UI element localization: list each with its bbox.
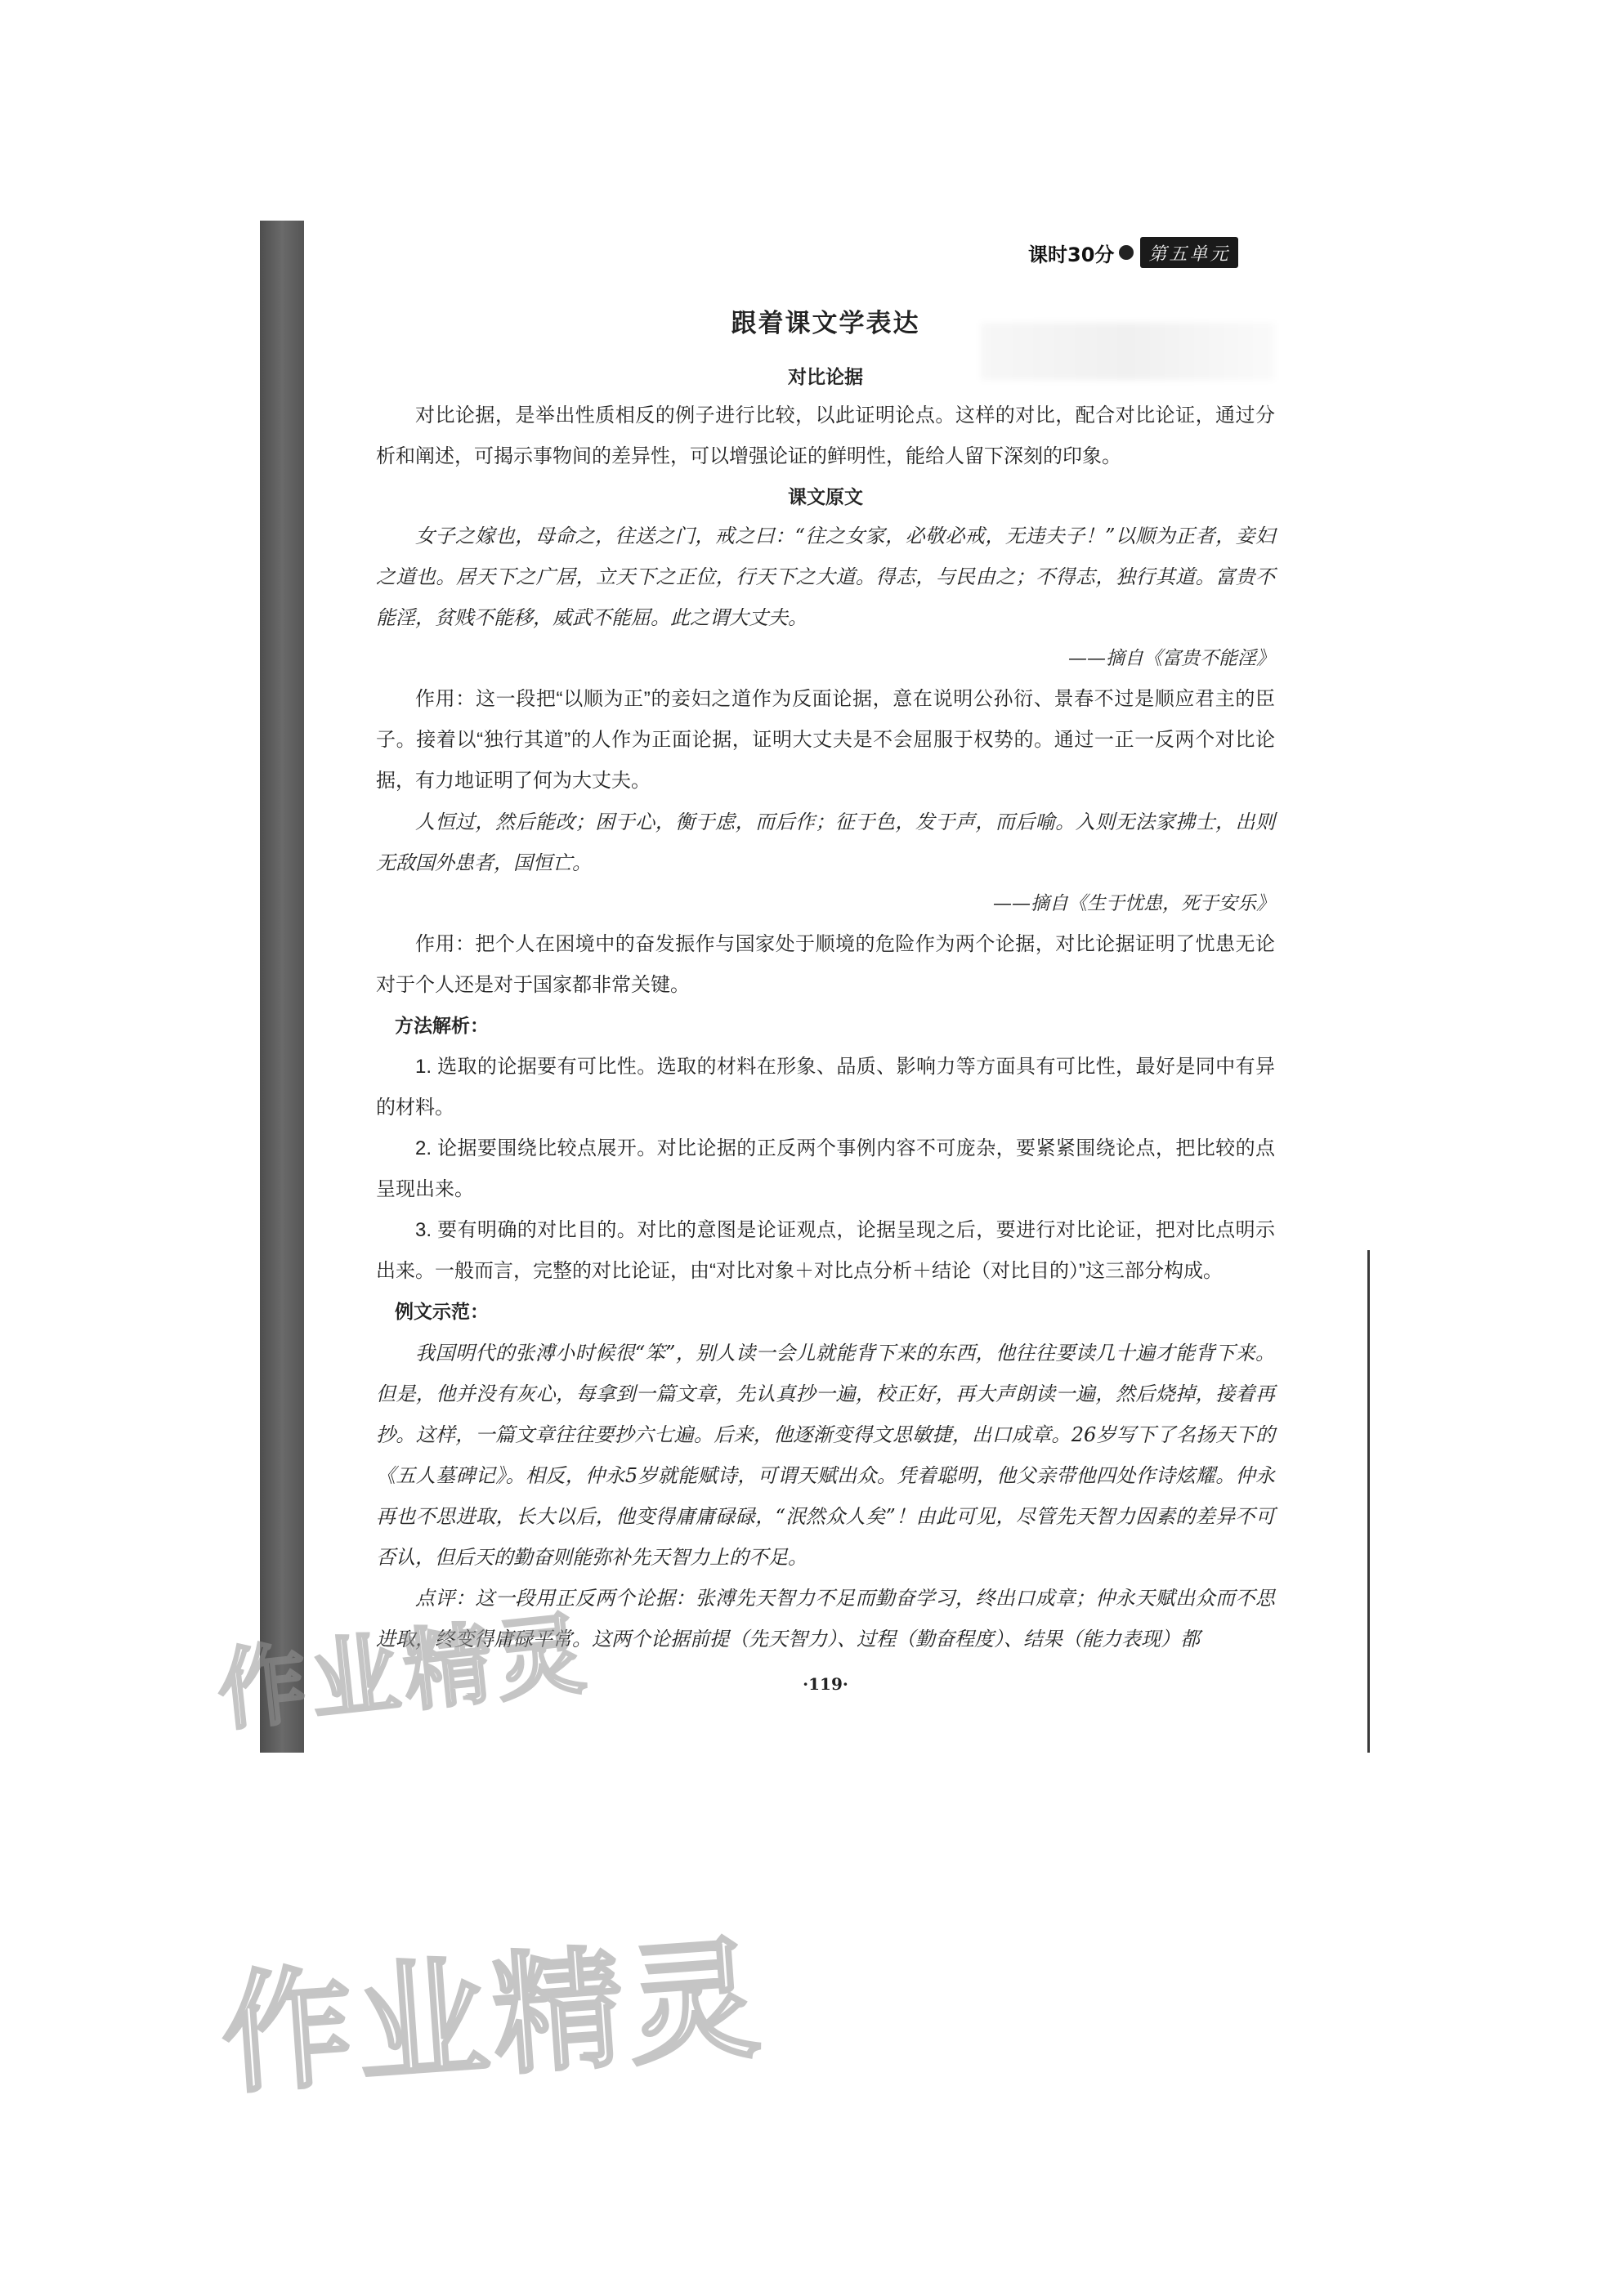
page-gutter-shadow [260, 221, 304, 1753]
topic-heading: 对比论据 [788, 367, 863, 388]
page-edge-line [1367, 1250, 1370, 1753]
method-item: 2. 论据要围绕比较点展开。对比论据的正反两个事例内容不可庞杂，要紧紧围绕论点，把比较的点呈现出来。 [376, 1137, 1275, 1200]
excerpt-1-text: 女子之嫁也，母命之，往送之门，戒之曰：“往之女家，必敬必戒，无违夫子！”以顺为正者，妾妇之道也。居天下之广居，立天下之正位，行天下之大道。得志，与民由之；不得志，独行其道。富贵不能淫，贫贱不能移，威武不能屈。此之谓大丈夫。 [376, 525, 1275, 629]
registered-badge-icon [1119, 245, 1134, 260]
unit-label: 第五单元 [1140, 237, 1238, 268]
section-title: 跟着课文学表达 [731, 309, 920, 338]
excerpt-2-effect: 作用：把个人在困境中的奋发振作与国家处于顺境的危险作为两个论据，对比论据证明了忧患无论对于个人还是对于国家都非常关键。 [376, 933, 1275, 996]
intro-paragraph: 对比论据，是举出性质相反的例子进行比较，以此证明论点。这样的对比，配合对比论证，通过分析和阐述，可揭示事物间的差异性，可以增强论证的鲜明性，能给人留下深刻的印象。 [376, 404, 1275, 467]
method-item: 1. 选取的论据要有可比性。选取的材料在形象、品质、影响力等方面具有可比性，最好是同中有异的材料。 [376, 1056, 1275, 1119]
original-heading: 课文原文 [788, 487, 863, 508]
series-name: 课时30分 [1028, 243, 1115, 266]
excerpt-2-text: 人恒过，然后能改；困于心，衡于虑，而后作；征于色，发于声，而后喻。入则无法家拂士，出则无敌国外患者，国恒亡。 [376, 811, 1275, 874]
watermark: 作业精灵 [213, 1602, 595, 1744]
excerpt-1-effect: 作用：这一段把“以顺为正”的妾妇之道作为反面论据，意在说明公孙衍、景春不过是顺应君主的臣子。接着以“独行其道”的人作为正面论据，证明大丈夫是不会屈服于权势的。通过一正一反两个对比论据，有力地证明了何为大丈夫。 [376, 688, 1275, 792]
example-text: 我国明代的张溥小时候很“笨”，别人读一会儿就能背下来的东西，他往往要读几十遍才能背下来。但是，他并没有灰心，每拿到一篇文章，先认真抄一遍，校正好，再大声朗读一遍，然后烧掉，接着再抄。这样，一篇文章往往要抄六七遍。后来，他逐渐变得文思敏捷，出口成章。26岁写下了名扬天下的《五人墓碑记》。相反，仲永5岁就能赋诗，可谓天赋出众。凭着聪明，他父亲带他四处作诗炫耀。仲永再也不思进取，长大以后，他变得庸庸碌碌，“泯然众人矣”！由此可见，尽管先天智力因素的差异不可否认，但后天的勤奋则能弥补先天智力上的不足。 [376, 1342, 1275, 1569]
header-logo [1028, 239, 1238, 266]
watermark: 作业精灵 [217, 1922, 769, 2112]
excerpt-1-source: ——摘自《富贵不能淫》 [1068, 648, 1275, 669]
page-number: ·119· [803, 1674, 848, 1694]
page-content [376, 294, 1275, 1694]
method-item: 3. 要有明确的对比目的。对比的意图是论证观点，论据呈现之后，要进行对比论证，把对比点明示出来。一般而言，完整的对比论证，由“对比对象＋对比点分析＋结论（对比目的）”这三部分构成。 [376, 1219, 1275, 1282]
example-comment: 点评：这一段用正反两个论据：张溥先天智力不足而勤奋学习，终出口成章；仲永天赋出众而不思进取，终变得庸碌平常。这两个论据前提（先天智力）、过程（勤奋程度）、结果（能力表现）都 [376, 1587, 1275, 1651]
example-label: 例文示范： [395, 1302, 489, 1323]
method-label: 方法解析： [395, 1016, 489, 1037]
excerpt-2-source: ——摘自《生于忧患，死于安乐》 [993, 893, 1275, 914]
